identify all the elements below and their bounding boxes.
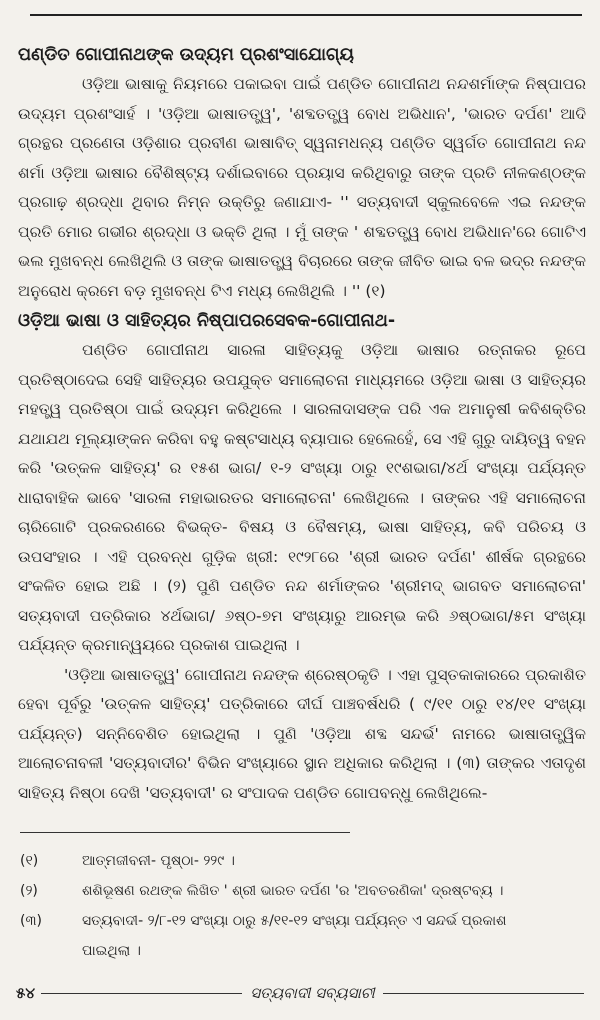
section-2-paragraph-1: ପଣ୍ଡିତ ଗୋପୀନାଥ ସାରଳା ସାହିତ୍ୟକୁ ଓଡ଼ିଆ ଭାଷାର ରତ୍ନାକର ରୂପେ ପ୍ରତିଷ୍ଠାଦେଇ ସେହି ସାହିତ୍ୟର ଉପଯୁକ୍ତ ସମାଲୋଚନା ମାଧ୍ୟମରେ ଓଡ଼ିଆ ଭାଷା ଓ ସାହିତ୍ୟର ମହତ୍ତ୍ୱ ପ୍ରତିଷ୍ଠା ପାଇଁ ଉଦ୍ୟମ କରିଥିଲେ । ସାରଳାଦାସଙ୍କ ପରି ଏକ ଅମାନୁଷୀ କବିଶକ୍ତିର ଯଥାଯଥ ମୂଲ୍ୟାଙ୍କନ କରିବା ବହୁ କଷ୍ଟସାଧ୍ୟ ବ୍ୟାପାର ହେଲେହେଁ, ସେ ଏହି ଗୁରୁ ଦାୟିତ୍ୱ ବହନ କରି 'ଉତ୍କଳ ସାହିତ୍ୟ' ର ୧୫ଶ ଭାଗ/ ୧-୨ ସଂଖ୍ୟା ଠାରୁ ୧୯ଶଭାଗ/୪ର୍ଥ ସଂଖ୍ୟା ପର୍ଯ୍ୟନ୍ତ ଧାରାବାହିକ ଭାବେ 'ସାରଳା ମହାଭାରତର ସମାଲୋଚନା' ଲେଖିଥିଲେ । ତାଙ୍କର ଏହି ସମାଲୋଚନା ଚାରିଗୋଟି ପ୍ରକରଣରେ ବିଭକ୍ତ- ବିଷୟ ଓ ବୈଷମ୍ୟ, ଭାଷା ସାହିତ୍ୟ, କବି ପରିଚୟ ଓ ଉପସଂହାର । ଏହି ପ୍ରବନ୍ଧ ଗୁଡ଼ିକ ଖ୍ରୀ: ୧୯୨୮ରେ 'ଶ୍ରୀ ଭାରତ ଦର୍ପଣ' ଶୀର୍ଷକ ଗ୍ରନ୍ଥରେ ସଂକଳିତ ହୋଇ ଅଛି । (୨) ପୁଣି ପଣ୍ଡିତ ନନ୍ଦ ଶର୍ମାଙ୍କର 'ଶ୍ରୀମଦ୍ ଭାଗବତ ସମାଲୋଚନା' ସତ୍ୟବାଦୀ ପତ୍ରିକାର ୪ର୍ଥଭାଗ/ ୬ଷ୍ଠ-୭ମ ସଂଖ୍ୟାରୁ ଆରମ୍ଭ କରି ୬ଷ୍ଠଭାଗ/୫ମ ସଂଖ୍ୟା ପର୍ଯ୍ୟନ୍ତ କ୍ରମାନ୍ୱୟରେ ପ୍ରକାଶ ପାଇଥିଲା ।: [18, 341, 586, 654]
main-text: [18, 40, 586, 808]
footnote-divider: [20, 832, 350, 833]
footnote-number: (୩): [20, 913, 42, 929]
footnote-3: [20, 906, 586, 936]
footnote-1: [20, 846, 586, 876]
section-heading-1: ପଣ୍ଡିତ ଗୋପୀନାଥଙ୍କ ଉଦ୍ୟମ ପ୍ରଶଂସାଯୋଗ୍ୟ: [18, 45, 354, 65]
footnote-text: ଆତ୍ମଜୀବନୀ- ପୃଷ୍ଠା- ୨୨୯ ।: [82, 853, 235, 869]
page-number: ୫୪: [16, 984, 35, 1002]
footnote-2: [20, 876, 586, 906]
footnote-text: ସତ୍ୟବାଦୀ- ୨/୮-୧୨ ସଂଖ୍ୟା ଠାରୁ ୫/୧୧-୧୨ ସଂଖ୍ୟା ପର୍ଯ୍ୟନ୍ତ ଏ ସନ୍ଦର୍ଭ ପ୍ରକାଶ: [82, 913, 507, 929]
section-heading-2: ଓଡ଼ିଆ ଭାଷା ଓ ସାହିତ୍ୟର ନିଷ୍ପାପରସେବକ-ଗୋପୀନାଥ-: [18, 311, 396, 331]
footnote-text: ଶଶିଭୂଷଣ ରଥଙ୍କ ଲିଖିତ ' ଶ୍ରୀ ଭାରତ ଦର୍ପଣ 'ର 'ଅବତରଣିକା' ଦ୍ରଷ୍ଟବ୍ୟ ।: [82, 883, 504, 899]
footnote-number: (୧): [20, 853, 39, 869]
footnote-number: (୨): [20, 883, 38, 899]
footnote-3-continuation: ପାଇଥିଲା ।: [82, 943, 141, 959]
section-2-paragraph-2: 'ଓଡ଼ିଆ ଭାଷାତତ୍ତ୍ୱ' ଗୋପୀନାଥ ନନ୍ଦଙ୍କ ଶ୍ରେଷ୍ଠକୃତି । ଏହା ପୁସ୍ତକାକାରରେ ପ୍ରକାଶିତ ହେବା ପୂର୍ବରୁ 'ଉତ୍କଳ ସାହିତ୍ୟ' ପତ୍ରିକାରେ ଦୀର୍ଘ ପାଞ୍ଚବର୍ଷଧରି ( ୯/୧୧ ଠାରୁ ୧୪/୧୧ ସଂଖ୍ୟା ପର୍ଯ୍ୟନ୍ତ) ସନ୍ନିବେଶିତ ହୋଇଥିଲା । ପୁଣି 'ଓଡ଼ିଆ ଶବ୍ଦ ସନ୍ଦର୍ଭ' ନାମରେ ଭାଷାତାତ୍ତ୍ୱିକ ଆଲୋଚନାବଳୀ 'ସତ୍ୟବାଦୀର' ବିଭିନ ସଂଖ୍ୟାରେ ସ୍ଥାନ ଅଧିକାର କରିଥିଲା । (୩) ତାଙ୍କର ଏତାଦୃଶ ସାହିତ୍ୟ ନିଷ୍ଠା ଦେଖି 'ସତ୍ୟବାଦୀ' ର ସଂପାଦକ ପଣ୍ଡିତ ଗୋପବନ୍ଧୁ ଲେଖିଥିଲେ-: [18, 665, 586, 802]
section-1-paragraph: ଓଡ଼ିଆ ଭାଷାକୁ ନିୟମରେ ପକାଇବା ପାଇଁ ପଣ୍ଡିତ ଗୋପୀନାଥ ନନ୍ଦଶର୍ମାଙ୍କ ନିଷ୍ପାପର ଉଦ୍ୟମ ପ୍ରଶଂସାର୍ହ । 'ଓଡ଼ିଆ ଭାଷାତତ୍ତ୍ୱ', 'ଶବ୍ଦତତ୍ତ୍ୱ ବୋଧ ଅଭିଧାନ', 'ଭାରତ ଦର୍ପଣ' ଆଦି ଗ୍ରନ୍ଥର ପ୍ରଣେତା ଓଡ଼ିଶାର ପ୍ରବୀଣ ଭାଷାବିତ୍ ସ୍ୱନାମଧନ୍ୟ ପଣ୍ଡିତ ସ୍ୱର୍ଗତ ଗୋପୀନାଥ ନନ୍ଦ ଶର୍ମା ଓଡ଼ିଆ ଭାଷାର ବୈଶିଷ୍ଟ୍ୟ ଦର୍ଶାଇବାରେ ପ୍ରୟାସ କରିଥିବାରୁ ତାଙ୍କ ପ୍ରତି ନୀଳକଣ୍ଠଙ୍କ ପ୍ରଗାଢ଼ ଶ୍ରଦ୍ଧା ଥିବାର ନିମ୍ନ ଉକ୍ତିରୁ ଜଣାଯାଏ- '' ସତ୍ୟବାଦୀ ସ୍କୁଲବେଳେ ଏଇ ନନ୍ଦଙ୍କ ପ୍ରତି ମୋର ଗଭୀର ଶ୍ରଦ୍ଧା ଓ ଭକ୍ତି ଥିଲା । ମୁଁ ତାଙ୍କ ' ଶବ୍ଦତତ୍ତ୍ୱ ବୋଧ ଅଭିଧାନ'ରେ ଗୋଟିଏ ଭଲ ମୁଖବନ୍ଧ ଲେଖିଥିଲି ଓ ତାଙ୍କ ଭାଷାତତ୍ତ୍ୱ ବିଚାରରେ ତାଙ୍କ ଜୀବିତ ଭାଇ ବଳ ଭଦ୍ର ନନ୍ଦଙ୍କ ଅନୁରୋଧ କ୍ରମେ ବଡ଼ ମୁଖବନ୍ଧ ଟିଏ ମଧ୍ୟ ଲେଖିଥିଲି । '' (୧): [18, 75, 586, 300]
footer-rule-right: [383, 993, 584, 994]
footnotes: [20, 846, 586, 966]
page-footer: [16, 984, 584, 1002]
running-title: ସତ୍ୟବାଦୀ ସବ୍ୟସାଚୀ: [250, 984, 375, 1002]
top-rule: [30, 14, 582, 16]
footer-rule-left: [41, 993, 242, 994]
